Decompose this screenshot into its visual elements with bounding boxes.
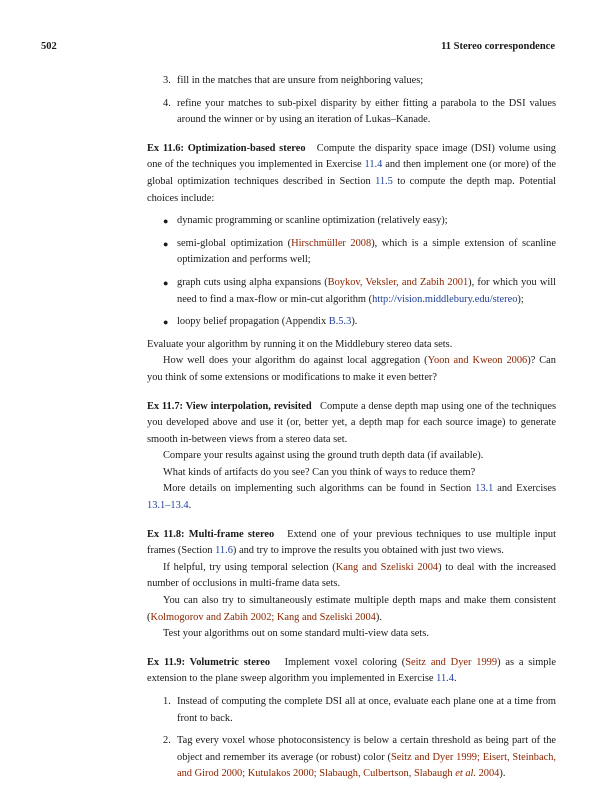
paragraph: Evaluate your algorithm by running it on the Middlebury stereo data sets.	[147, 338, 453, 350]
item-text: dynamic programming or scanline optimization (relatively easy);	[177, 215, 448, 227]
paragraph: Test your algorithms out on some standard multi-view data sets.	[163, 628, 429, 640]
paragraph	[147, 353, 556, 386]
item-text: Instead of computing the complete DSI all at once, evaluate each plane one at a time from front to back.	[177, 696, 556, 724]
bullet-icon: ●	[163, 277, 169, 288]
exercise-11-8	[147, 527, 556, 560]
item-number: 4.	[163, 97, 171, 109]
page-number: 502	[41, 41, 57, 52]
item-text: loopy belief propagation (Appendix	[177, 316, 329, 328]
url-link[interactable]: http://vision.middlebury.edu/stereo	[372, 293, 518, 305]
paragraph-text: ).	[375, 611, 382, 623]
citation-emphasis: et al.	[455, 768, 476, 780]
exercise-text: ) as a simple extension to the plane sweep algorithm you implemented in Exercise	[147, 656, 556, 685]
paragraph-text: If helpful, try using temporal selection (	[163, 561, 336, 573]
list-item	[147, 694, 556, 727]
item-text: graph cuts using alpha expansions (	[177, 276, 328, 288]
exercise-11-7	[147, 399, 556, 449]
bullet-icon: ●	[163, 216, 169, 227]
exercise-11-9	[147, 655, 556, 688]
exercise-text: to compute the depth map. Potential choices include:	[147, 175, 557, 204]
paragraph	[147, 593, 556, 626]
exercise-text: Implement voxel coloring (	[284, 656, 406, 668]
item-number: 1.	[163, 696, 171, 707]
exercise-text: ) and try to improve the results you obtained with just two views.	[232, 545, 504, 557]
item-text: refine your matches to sub-pixel disparity by either fitting a parabola to the DSI values around the winner or by using an iteration of Lukas–Kanade.	[177, 97, 556, 126]
paragraph-text: How well does your algorithm do against local aggregation (	[163, 355, 428, 367]
list-item	[147, 73, 556, 90]
citation-text: 2004	[476, 768, 500, 780]
continued-numbered-list	[147, 73, 556, 129]
citation-link[interactable]: Boykov, Veksler, and Zabih 2001	[327, 276, 469, 288]
section-link[interactable]: 11.6	[215, 545, 233, 557]
citation-link[interactable]: Kang and Szeliski 2004	[335, 561, 439, 573]
item-text: ), for which you will need to find a max-flow or min-cut algorithm (	[177, 276, 556, 305]
paragraph-text: ) to deal with the increased number of occlusions in multi-frame data sets.	[147, 561, 557, 590]
item-text: );	[517, 293, 524, 305]
paragraph: What kinds of artifacts do you see? Can you think of ways to reduce them?	[163, 466, 476, 478]
exercise-link[interactable]: 11.4	[364, 159, 383, 171]
exercise-text: and then implement one (or more) of the global optimization techniques described in Section	[147, 159, 556, 187]
bullet-icon: ●	[163, 317, 169, 328]
item-number: 2.	[163, 735, 171, 747]
chapter-title: 11 Stereo correspondence	[441, 41, 555, 52]
exercise-title: Ex 11.9: Volumetric stereo	[147, 656, 271, 668]
item-text: fill in the matches that are unsure from neighboring values;	[177, 75, 424, 86]
citation-link[interactable]: Seitz and Dyer 1999	[405, 656, 498, 668]
exercise-title: Ex 11.8: Multi-frame stereo	[147, 528, 275, 540]
item-text: ).	[499, 768, 506, 780]
item-text: ), which is a simple extension of scanline optimization and performs well;	[177, 237, 556, 266]
exercise-title: Ex 11.6: Optimization-based stereo	[147, 142, 306, 154]
section-link[interactable]: 11.5	[375, 175, 393, 187]
exercise-text: Compute the disparity space image (DSI) volume using one of the techniques you implemented in Exercise	[147, 142, 556, 171]
citation-link[interactable]: Kolmogorov and Zabih 2002; Kang and Szeliski 2004	[150, 611, 376, 623]
exercise-text: .	[453, 673, 457, 685]
list-item	[147, 96, 556, 129]
running-header	[41, 41, 555, 55]
paragraph	[147, 481, 556, 514]
numbered-list	[147, 694, 556, 783]
exercise-link[interactable]: 11.4	[436, 673, 454, 685]
list-item	[147, 733, 556, 783]
list-item	[147, 213, 556, 230]
exercise-link[interactable]: 13.1–13.4	[147, 500, 189, 512]
page-body	[147, 73, 556, 783]
exercise-title: Ex 11.7: View interpolation, revisited	[147, 400, 312, 412]
paragraph	[147, 560, 556, 593]
citation-link[interactable]: Hirschmüller 2008	[291, 237, 372, 249]
paragraph-text: You can also try to simultaneously estimate multiple depth maps and make them consistent (	[147, 595, 556, 623]
exercise-text: Extend one of your previous techniques to use multiple input frames (Section	[147, 528, 556, 557]
appendix-link[interactable]: B.5.3	[328, 316, 352, 328]
list-item	[147, 275, 556, 308]
paragraph-text: More details on implementing such algorithms can be found in Section	[163, 483, 476, 495]
paragraph-text: )? Can you think of some extensions or modifications to make it even better?	[147, 355, 556, 383]
paragraph: Compare your results against using the ground truth depth data (if available).	[163, 450, 484, 462]
exercise-11-6	[147, 141, 556, 207]
list-item	[147, 314, 556, 331]
exercise-text: Compute a dense depth map using one of the techniques you developed above and use it (or, better yet, a depth map for each source image) to generate smooth in-between views from a stereo data set.	[147, 400, 556, 445]
citation-text: Seitz and Dyer 1999; Eisert, Steinbach, and Girod 2000; Kutulakos 2000; Slabaugh, Culbertson, Slabaugh	[177, 751, 557, 780]
item-text: Tag every voxel whose photoconsistency is below a certain threshold as being part of the object and remember its average (or robust) color (	[177, 735, 556, 763]
paragraph-text: and Exercises	[493, 483, 556, 495]
section-link[interactable]: 13.1	[475, 483, 494, 495]
list-item	[147, 236, 556, 269]
item-text: semi-global optimization (	[177, 237, 292, 249]
bullet-icon: ●	[163, 238, 169, 249]
item-text: ).	[351, 316, 358, 328]
paragraph-text: .	[188, 500, 192, 512]
item-number: 3.	[163, 75, 171, 86]
citation-link[interactable]: Yoon and Kweon 2006	[427, 355, 528, 367]
bullet-list	[147, 213, 556, 331]
